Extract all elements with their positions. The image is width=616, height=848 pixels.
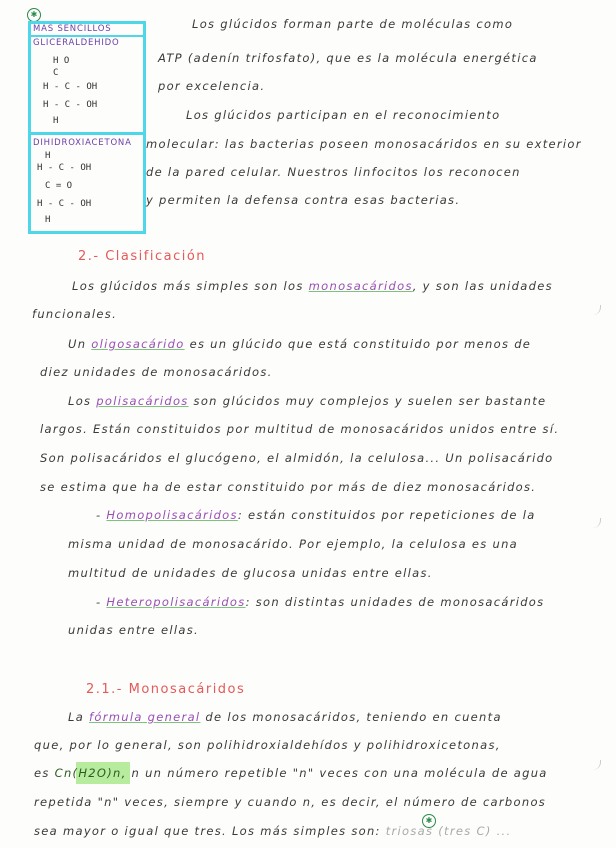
text-line: Un oligosacárido es un glúcido que está constituido por menos de	[68, 337, 532, 351]
molecule-box-dihydroxyacetone	[28, 132, 146, 234]
section-title: 2.1.- Monosacáridos	[86, 682, 246, 697]
text-line: molecular: las bacterias poseen monosacáridos en su exterior	[146, 137, 582, 151]
formula-line: C = O	[45, 181, 73, 191]
text-line: de la pared celular. Nuestros linfocitos los reconocen	[146, 165, 521, 179]
box-subtitle: GLICERALDEHIDO	[33, 38, 120, 48]
formula-line: C	[53, 68, 59, 78]
formula-line: H O	[53, 56, 70, 66]
star-marker: ✱	[27, 8, 41, 22]
text-line: unidas entre ellas.	[68, 623, 199, 637]
box-title: MAS SENCILLOS	[33, 24, 112, 34]
text-line: sea mayor o igual que tres. Los más simples son: triosas (tres C) ...	[34, 824, 512, 838]
text-line: largos. Están constituidos por multitud de monosacáridos unidos entre sí.	[40, 422, 560, 436]
text-line: Los glúcidos participan en el reconocimiento	[186, 108, 501, 122]
molecule-box-glyceraldehyde	[28, 21, 146, 135]
text-line: multitud de unidades de glucosa unidas entre ellas.	[68, 566, 433, 580]
formula-line: H	[53, 116, 59, 126]
text-line: Los polisacáridos son glúcidos muy complejos y suelen ser bastante	[68, 394, 547, 408]
text-line: ATP (adenín trifosfato), que es la molécula energética	[158, 51, 538, 65]
formula-line: H - C - OH	[37, 163, 92, 173]
text-line: La fórmula general de los monosacáridos, teniendo en cuenta	[68, 710, 502, 724]
text-line: Los glúcidos más simples son los monosacáridos, y son las unidades	[72, 279, 553, 293]
star-marker: ✱	[422, 814, 436, 828]
text-line: - Heteropolisacáridos: son distintas unidades de monosacáridos	[96, 595, 545, 609]
text-line: funcionales.	[32, 307, 118, 321]
formula-line: H - C - OH	[43, 100, 98, 110]
box-title: DIHIDROXIACETONA	[33, 138, 132, 148]
text-line: diez unidades de monosacáridos.	[40, 365, 273, 379]
text-line: que, por lo general, son polihidroxialdehídos y polihidroxicetonas,	[34, 738, 501, 752]
text-line: misma unidad de monosacárido. Por ejemplo, la celulosa es una	[68, 537, 519, 551]
section-title: 2.- Clasificación	[78, 249, 207, 264]
text-line: se estima que ha de estar constituido por más de diez monosacáridos.	[40, 480, 537, 494]
text-line: Son polisacáridos el glucógeno, el almidón, la celulosa... Un polisacárido	[40, 451, 554, 465]
binder-hole	[586, 305, 601, 315]
formula-line: H - C - OH	[37, 199, 92, 209]
text-line: por excelencia.	[158, 79, 266, 93]
text-line: repetida "n" veces, siempre y cuando n, es decir, el número de carbonos	[34, 795, 547, 809]
formula-line: H	[45, 215, 51, 225]
binder-hole	[586, 518, 601, 528]
binder-hole	[586, 760, 601, 770]
formula-line: H	[45, 151, 51, 161]
formula-line: H - C - OH	[43, 82, 98, 92]
text-line: y permiten la defensa contra esas bacterias.	[146, 193, 461, 207]
text-line: Los glúcidos forman parte de moléculas como	[192, 17, 514, 31]
text-line: es Cn(H2O)n, n un número repetible "n" veces con una molécula de agua	[34, 766, 548, 780]
text-line: - Homopolisacáridos: están constituidos por repeticiones de la	[96, 508, 536, 522]
